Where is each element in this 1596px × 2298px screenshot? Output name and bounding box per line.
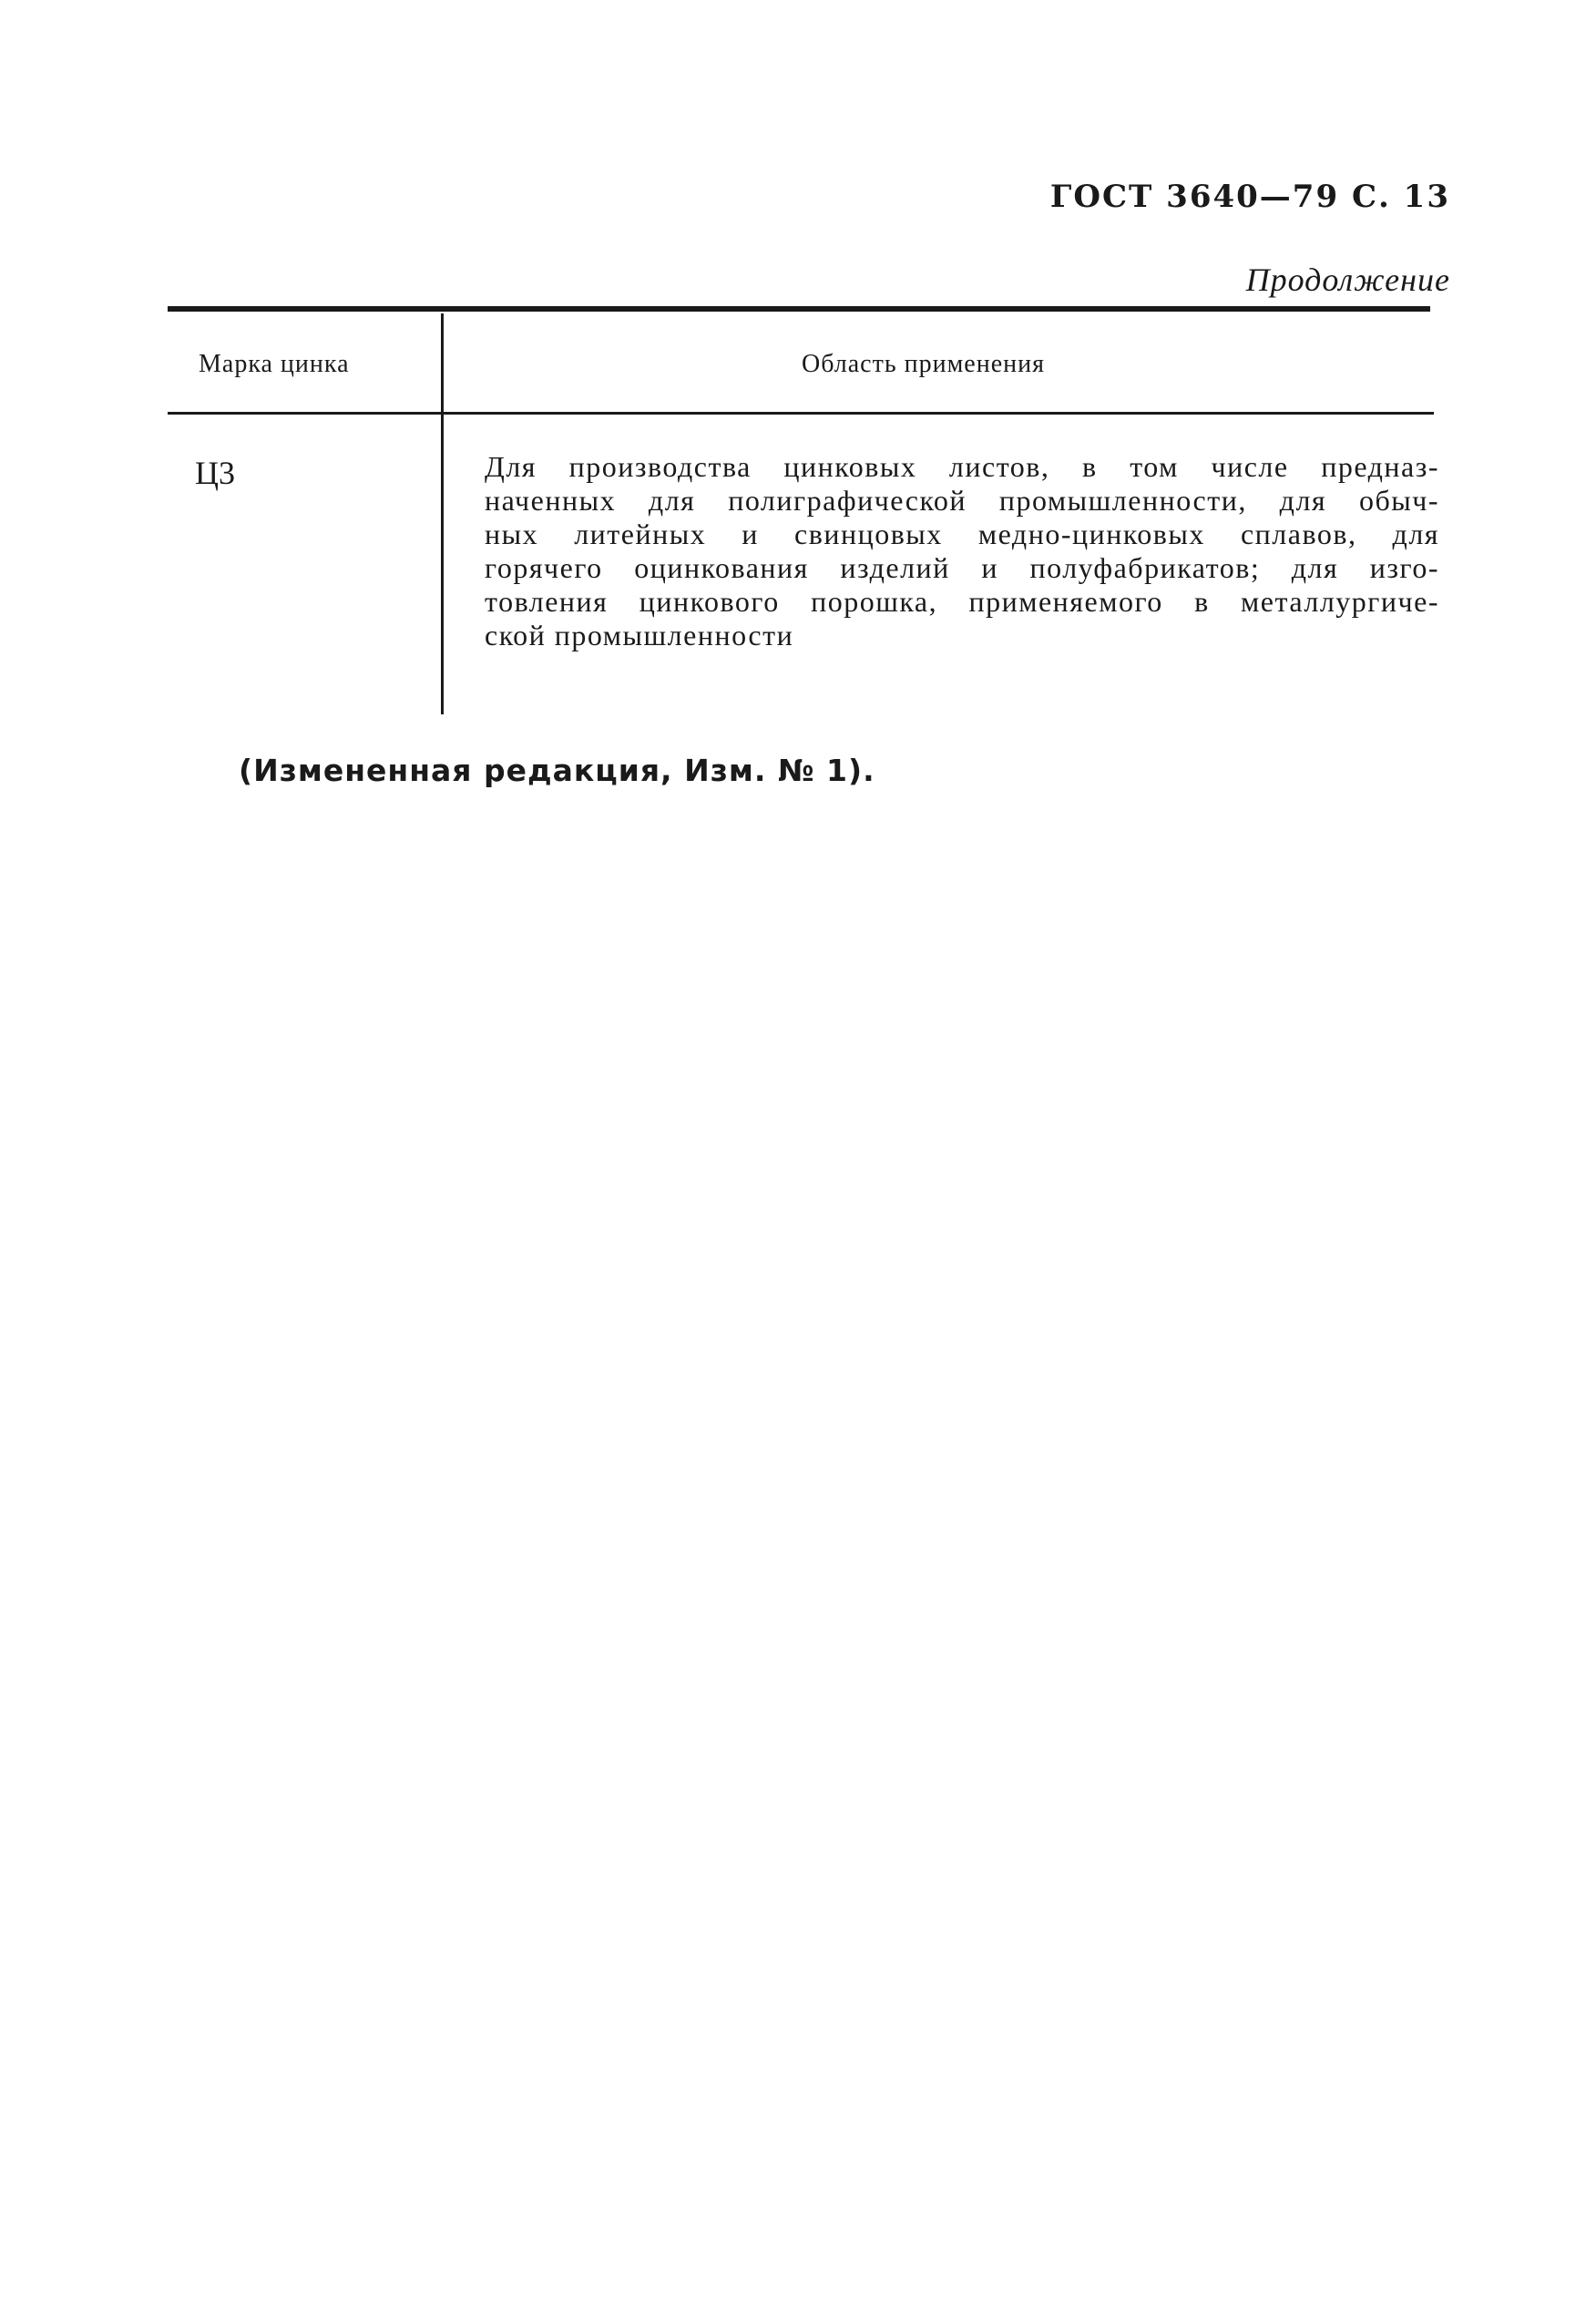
table-header-rule (168, 412, 1434, 415)
amendment-note: (Измененная редакция, Изм. № 1). (239, 753, 875, 788)
application-line: товления цинкового порошка, применяемого в металлургиче- (485, 585, 1439, 618)
continuation-label: Продолжение (1245, 262, 1450, 298)
table-top-rule (168, 306, 1430, 312)
application-line: ской промышленности (485, 619, 794, 651)
table-column-divider (441, 313, 444, 714)
column-header-grade: Марка цинка (199, 350, 350, 378)
application-line: Для производства цинковых листов, в том числе предназ- (485, 450, 1439, 483)
table-cell-grade: Ц3 (195, 455, 235, 491)
application-line: горячего оцинкования изделий и полуфабрикатов; для изго- (485, 551, 1439, 584)
application-line: наченных для полиграфической промышленности, для обыч- (485, 484, 1439, 517)
page-header-standard-ref: ГОСТ 3640—79 С. 13 (1049, 179, 1450, 215)
column-header-application: Область применения (802, 350, 1045, 378)
application-line: ных литейных и свинцовых медно-цинковых сплавов, для (485, 518, 1439, 550)
table-cell-application (485, 450, 1439, 652)
